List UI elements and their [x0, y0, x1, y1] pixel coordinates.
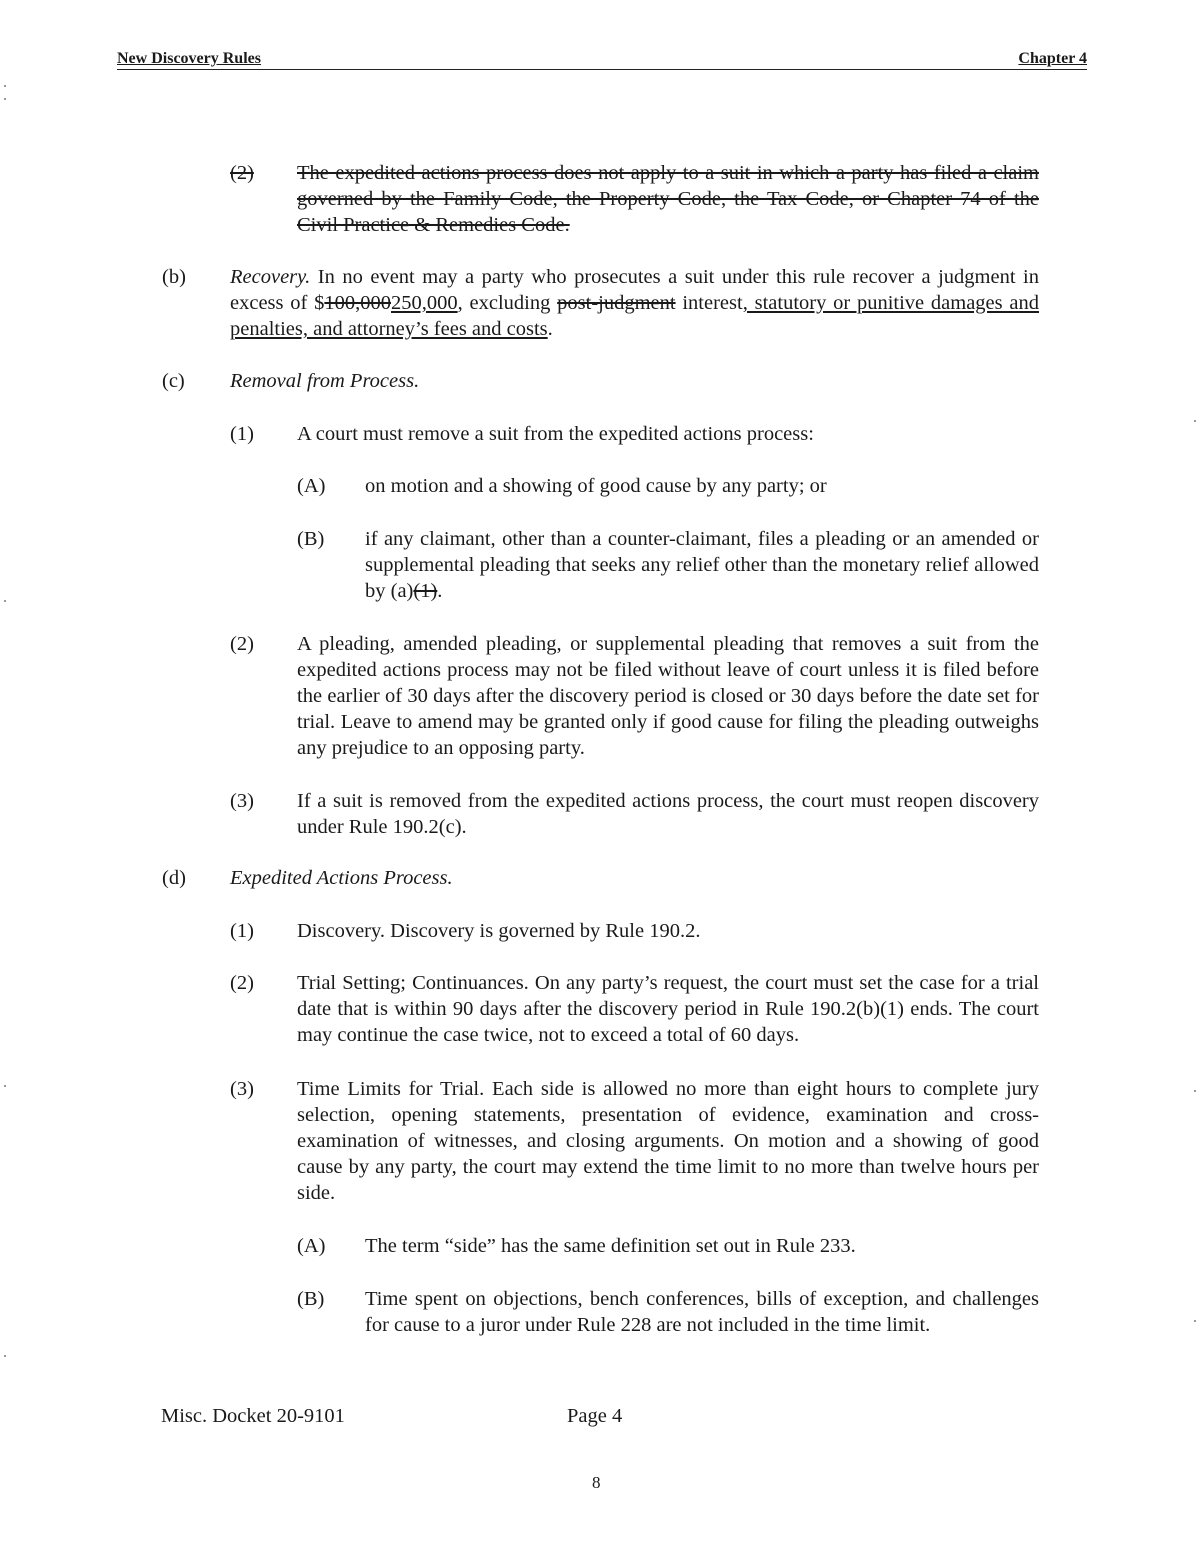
footer-page: Page 4: [567, 1405, 623, 1427]
item-d3-label: (3): [230, 1078, 254, 1100]
section-b-text: [230, 264, 1039, 342]
item-cA-text: on motion and a showing of good cause by any party; or: [365, 475, 827, 497]
item-cB-end: .: [437, 580, 443, 602]
section-c-heading: Removal from Process.: [230, 370, 420, 392]
item-cB-deleted: (1): [413, 580, 438, 602]
item-d3-text: Time Limits for Trial. Each side is allowed no more than eight hours to complete jury selection, opening statements, presentation of evidence, examination and cross-examination of witnesses, and closing arguments. On motion and a showing of good cause by any party, the court may extend the time limit to no more than twelve hours per side.: [297, 1078, 1039, 1204]
section-b-text1: In no event may a party who prosecutes a suit under this rule recover a judgment in excess of $: [230, 266, 1039, 314]
page-number: 8: [592, 1473, 601, 1492]
scan-speck: [4, 1085, 6, 1087]
footer-docket: Misc. Docket 20-9101: [161, 1405, 345, 1427]
item-c2-label: (2): [230, 633, 254, 655]
section-b-text2: , excluding: [457, 292, 551, 314]
section-b-text3: interest: [682, 292, 743, 314]
item-cB-body: if any claimant, other than a counter-claimant, files a pleading or an amended or supplemental pleading that seeks any relief other than the monetary relief allowed by (a): [365, 528, 1039, 602]
item-cA-label: (A): [297, 475, 326, 497]
item-c2-text: A pleading, amended pleading, or supplemental pleading that removes a suit from the expedited actions process may not be filed without leave of court unless it is filed before the earlier of 30 days after the discovery period is closed or 30 days before the date set for trial. Leave to amend may be granted only if good cause for filing the pleading outweighs any prejudice to an opposing party.: [297, 633, 1039, 759]
item-a2-text: The expedited actions process does not apply to a suit in which a party has filed a claim governed by the Family Code, the Property Code, the Tax Code, or Chapter 74 of the Civil Practice & Remedies Code.: [297, 162, 1039, 236]
section-b-text4: .: [547, 318, 553, 340]
item-d1-text: Discovery. Discovery is governed by Rule 190.2.: [297, 920, 701, 942]
section-b-label: (b): [162, 266, 186, 288]
scan-speck: [4, 98, 6, 100]
inserted-amount: 250,000: [391, 292, 458, 314]
scan-speck: [1194, 1320, 1196, 1322]
section-b-heading: Recovery.: [230, 266, 311, 288]
item-d2-label: (2): [230, 972, 254, 994]
section-c-label: (c): [162, 370, 185, 392]
section-d-label: (d): [162, 867, 186, 889]
deleted-amount: 100,000: [324, 292, 391, 314]
item-d2-text: Trial Setting; Continuances. On any party’s request, the court must set the case for a trial date that is within 90 days after the discovery period in Rule 190.2(b)(1) ends. The court may continue the case twice, not to exceed a total of 60 days.: [297, 972, 1039, 1046]
item-cB-text: [365, 526, 1039, 604]
item-c1-label: (1): [230, 423, 254, 445]
deleted-word: post-judgment: [557, 292, 676, 314]
item-c3-label: (3): [230, 790, 254, 812]
scan-speck: [4, 1355, 6, 1357]
item-dB-label: (B): [297, 1288, 325, 1310]
scan-speck: [4, 85, 6, 87]
item-dA-label: (A): [297, 1235, 326, 1257]
item-a2-label: (2): [230, 162, 254, 184]
inserted-text: , statutory or punitive damages and penalties, and attorney’s fees and costs: [230, 292, 1040, 340]
item-d1-label: (1): [230, 920, 254, 942]
item-dA-text: The term “side” has the same definition set out in Rule 233.: [365, 1235, 856, 1257]
scan-speck: [1194, 1090, 1196, 1092]
section-d-heading: Expedited Actions Process.: [230, 867, 453, 889]
item-cB-label: (B): [297, 528, 325, 550]
item-c3-text: If a suit is removed from the expedited actions process, the court must reopen discovery under Rule 190.2(c).: [297, 790, 1039, 838]
header-title: New Discovery Rules: [117, 50, 261, 67]
item-dB-text: Time spent on objections, bench conferences, bills of exception, and challenges for cause to a juror under Rule 228 are not included in the time limit.: [365, 1288, 1039, 1336]
page-header: [117, 50, 1087, 70]
item-c1-text: A court must remove a suit from the expedited actions process:: [297, 423, 814, 445]
header-chapter: Chapter 4: [1018, 50, 1087, 67]
scan-speck: [1194, 420, 1196, 422]
scan-speck: [4, 600, 6, 602]
